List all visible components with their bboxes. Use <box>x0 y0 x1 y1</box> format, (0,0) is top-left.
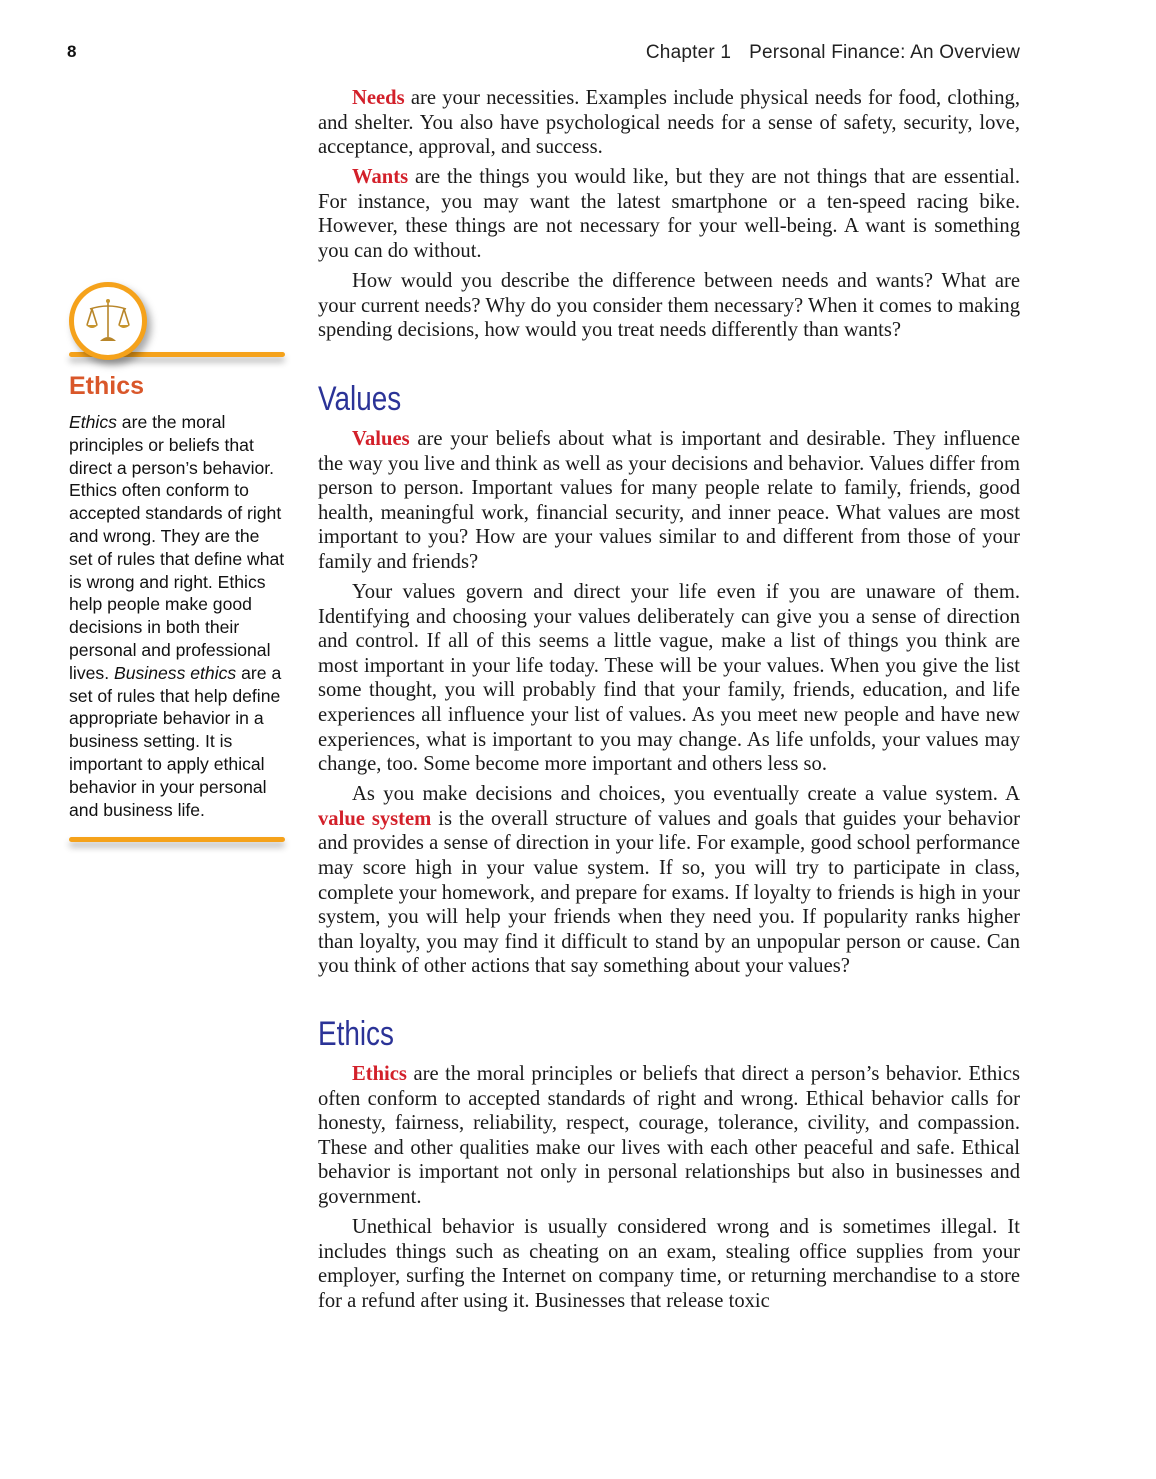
text: Unethical behavior is usually considered wrong and is sometimes illegal. It includes things such as cheating on an exam, stealing office supplies from your employer, surfing the Internet on company time, or returning merchandise to a store for a refund after using it. Businesses that release toxic <box>318 1216 1020 1312</box>
sidebar-text: are a set of rules that help define appropriate behavior in a business setting. It is important to apply ethical behavior in your personal and business life. <box>69 662 282 820</box>
paragraph-value-system <box>318 782 1020 979</box>
paragraph <box>318 1215 1020 1313</box>
paragraph-needs <box>318 86 1020 160</box>
sidebar-term: Ethics <box>69 412 117 432</box>
paragraph <box>318 580 1020 777</box>
sidebar-badge <box>69 282 285 362</box>
scales-of-justice-icon <box>69 282 147 360</box>
paragraph-ethics <box>318 1062 1020 1210</box>
text: As you make decisions and choices, you eventually create a value system. A <box>352 783 1020 806</box>
page-number: 8 <box>67 42 77 61</box>
main-text <box>318 86 1020 1319</box>
sidebar-term: Business ethics <box>113 662 237 683</box>
text: Your values govern and direct your life even if you are unaware of them. Identifying and choosing your values deliberately can give you a sense of direction and control. If all of this seems a little vague, make a list of things you think are most important in your life today. These will be your values. When you give the list some thought, you will probably find that your family, friends, education, and life experiences all influence your list of values. As you meet new people and have new experiences, what is important to you may change. As life unfolds, your values may change, too. Some become more important and others less so. <box>318 581 1020 776</box>
key-term: Needs <box>352 87 405 109</box>
sidebar-bottom-rule <box>69 837 285 842</box>
text: are your beliefs about what is important and desirable. They influence the way you live and think as well as your decisions and behavior. Values differ from person to person. Important values for many people relate to family, friends, good health, meaningful work, financial security, and inner peace. What values are most important to you? How are your values similar to and different from those of your family and friends? <box>318 427 1020 573</box>
section-heading-ethics: Ethics <box>318 1015 394 1053</box>
paragraph-values <box>318 427 1020 575</box>
chapter-label: Chapter 1 <box>645 42 732 63</box>
text: are your necessities. Examples include physical needs for food, clothing, and shelter. You also have psychological needs for a sense of safety, security, love, acceptance, approval, and success. <box>318 87 1020 159</box>
sidebar-text: are the moral principles or beliefs that direct a person’s behavior. Ethics often conform to accepted standards of right and wrong. They are the set of rules that define what is wrong and right. Ethics help people make good decisions in both their personal and professional lives. <box>69 412 285 683</box>
paragraph-wants <box>318 165 1020 263</box>
running-header <box>646 42 1020 64</box>
text: are the things you would like, but they are not things that are essential. For instance, you may want the latest smartphone or a ten-speed racing bike. However, these things are not necessary for your well-being. A want is something you can do without. <box>318 166 1020 263</box>
key-term: Values <box>352 427 410 450</box>
ethics-sidebar <box>69 282 285 842</box>
text: are the moral principles or beliefs that direct a person’s behavior. Ethics often conform to accepted standards of right and wrong. Ethical behavior calls for honesty, fairness, reliability, respect, courage, tolerance, civility, and compassion. These and other qualities make our lives with each other peaceful and safe. Ethical behavior is important not only in personal relationships but also in businesses and government. <box>318 1063 1020 1208</box>
key-term: Ethics <box>352 1063 407 1085</box>
key-term: value system <box>318 807 432 830</box>
sidebar-title: Ethics <box>69 372 145 400</box>
paragraph <box>318 269 1020 343</box>
key-term: Wants <box>352 166 409 189</box>
text: How would you describe the difference between needs and wants? What are your current needs? Why do you consider them necessary? When it comes to making spending decisions, how would you treat needs differently than wants? <box>318 270 1020 342</box>
sidebar-body <box>69 411 285 821</box>
text: is the overall structure of values and goals that guides your behavior and provides a sense of direction in your life. For example, good school performance may score high in your value system. If so, you will try to participate in class, complete your homework, and prepare for exams. If loyalty to friends is high in your system, you will help your friends when they need you. If popularity ranks higher than loyalty, you may find it difficult to stand by an unpopular person or cause. Can you think of other actions that say something about your values? <box>318 807 1020 978</box>
section-heading-values: Values <box>318 379 402 418</box>
chapter-title: Personal Finance: An Overview <box>749 42 1020 63</box>
